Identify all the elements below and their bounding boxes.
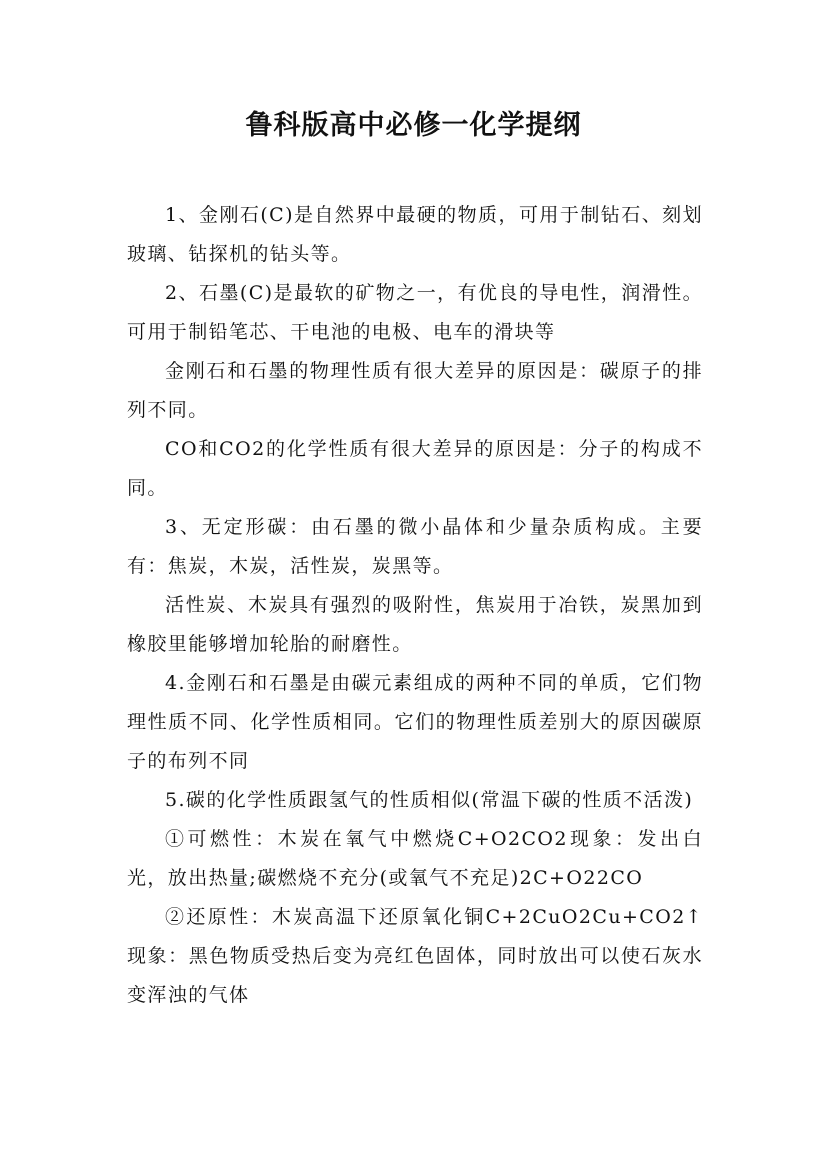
paragraph-activated-carbon: 活性炭、木炭具有强烈的吸附性，焦炭用于冶铁，炭黑加到橡胶里能够增加轮胎的耐磨性。 — [127, 594, 703, 655]
paragraph-amorphous-carbon: 3、无定形碳：由石墨的微小晶体和少量杂质构成。主要有：焦炭，木炭，活性炭，炭黑等。 — [127, 516, 703, 577]
paragraph-chemical-properties: 5.碳的化学性质跟氢气的性质相似(常温下碳的性质不活泼) — [165, 789, 694, 811]
paragraph-diamond: 1、金刚石(C)是自然界中最硬的物质，可用于制钻石、刻划玻璃、钻探机的钻头等。 — [127, 204, 703, 265]
paragraph-co-co2: CO和CO2的化学性质有很大差异的原因是：分子的构成不同。 — [127, 438, 703, 499]
paragraph-combustibility: ①可燃性：木炭在氧气中燃烧C+O2CO2现象：发出白光，放出热量;碳燃烧不充分(或氧气不充足)2C+O22CO — [127, 828, 703, 889]
paragraph-physical-difference: 金刚石和石墨的物理性质有很大差异的原因是：碳原子的排列不同。 — [127, 360, 703, 421]
paragraph-graphite: 2、石墨(C)是最软的矿物之一，有优良的导电性，润滑性。可用于制铅笔芯、干电池的电极、电车的滑块等 — [127, 282, 703, 343]
document-title: 鲁科版高中必修一化学提纲 — [245, 110, 582, 141]
document-body — [127, 196, 703, 1015]
paragraph-reducibility: ②还原性：木炭高温下还原氧化铜C+2CuO2Cu+CO2↑现象：黑色物质受热后变为亮红色固体，同时放出可以使石灰水变浑浊的气体 — [127, 906, 703, 1006]
paragraph-allotropes: 4.金刚石和石墨是由碳元素组成的两种不同的单质，它们物理性质不同、化学性质相同。它们的物理性质差别大的原因碳原子的布列不同 — [127, 672, 703, 772]
